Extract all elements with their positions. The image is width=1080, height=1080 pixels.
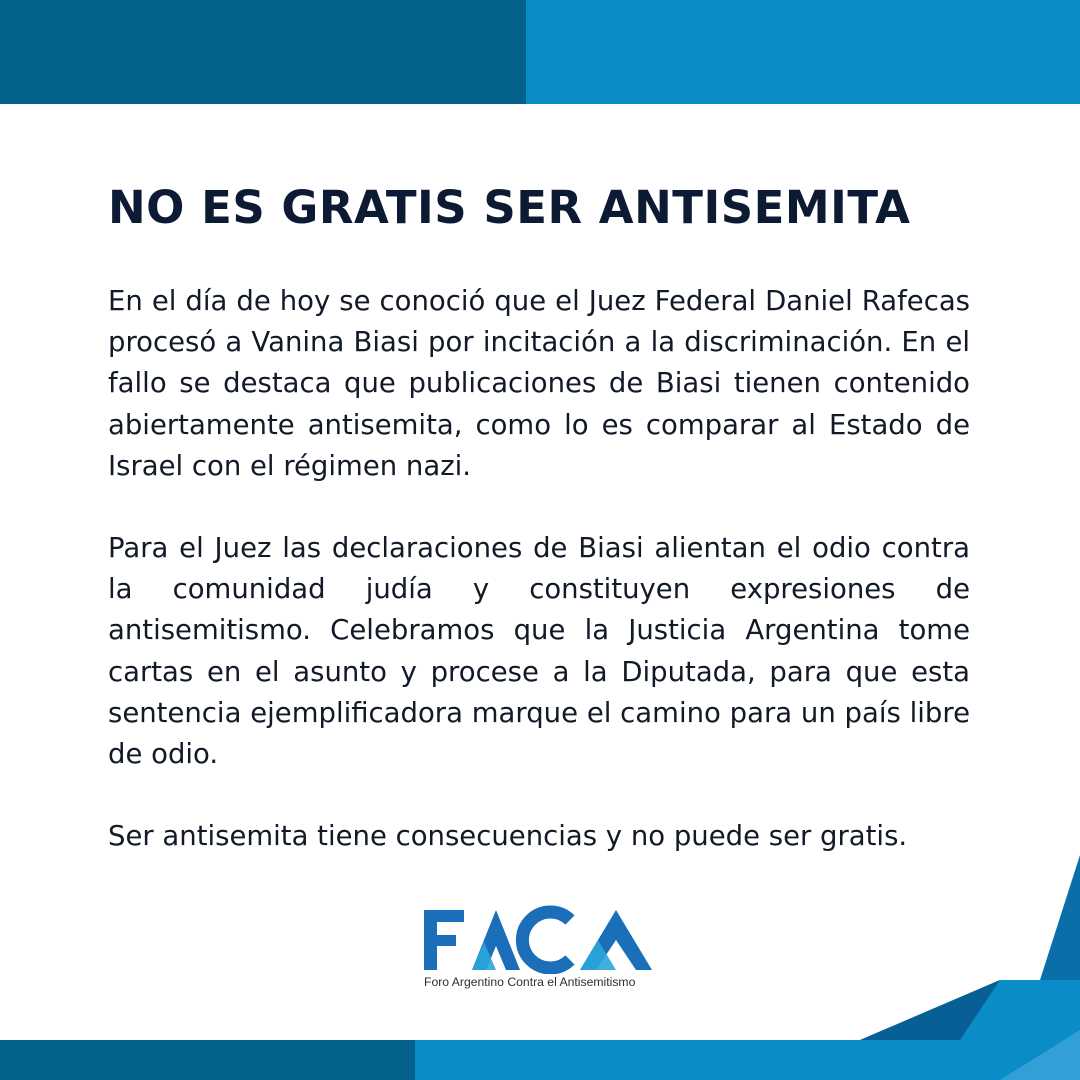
paragraph-3: Ser antisemita tiene consecuencias y no puede ser gratis. xyxy=(108,820,908,853)
statement-body xyxy=(108,281,970,857)
bottom-band-dark xyxy=(0,1040,415,1080)
top-band-dark xyxy=(0,0,526,104)
top-band-light xyxy=(526,0,1080,104)
paragraph-1: En el día de hoy se conoció que el Juez Federal Daniel Rafecas procesó a Vanina Biasi por incitación a la discriminación. En el fallo se destaca que publicaciones de Biasi tienen contenido abiertamente antisemita, como lo es comparar al Estado de Israel con el régimen nazi. xyxy=(108,285,970,482)
headline: NO ES GRATIS SER ANTISEMITA xyxy=(108,181,911,234)
bottom-band-light xyxy=(415,1040,1080,1080)
faca-wordmark-icon xyxy=(420,902,660,974)
faca-logo xyxy=(420,902,660,992)
paragraph-2: Para el Juez las declaraciones de Biasi alientan el odio contra la comunidad judía y constituyen expresiones de antisemitismo. Celebramos que la Justicia Argentina tome cartas en el asunto y procese a la Diputada, para que esta sentencia ejemplificadora marque el camino para un país libre de odio. xyxy=(108,532,970,771)
logo-tagline: Foro Argentino Contra el Antisemitismo xyxy=(424,975,636,989)
